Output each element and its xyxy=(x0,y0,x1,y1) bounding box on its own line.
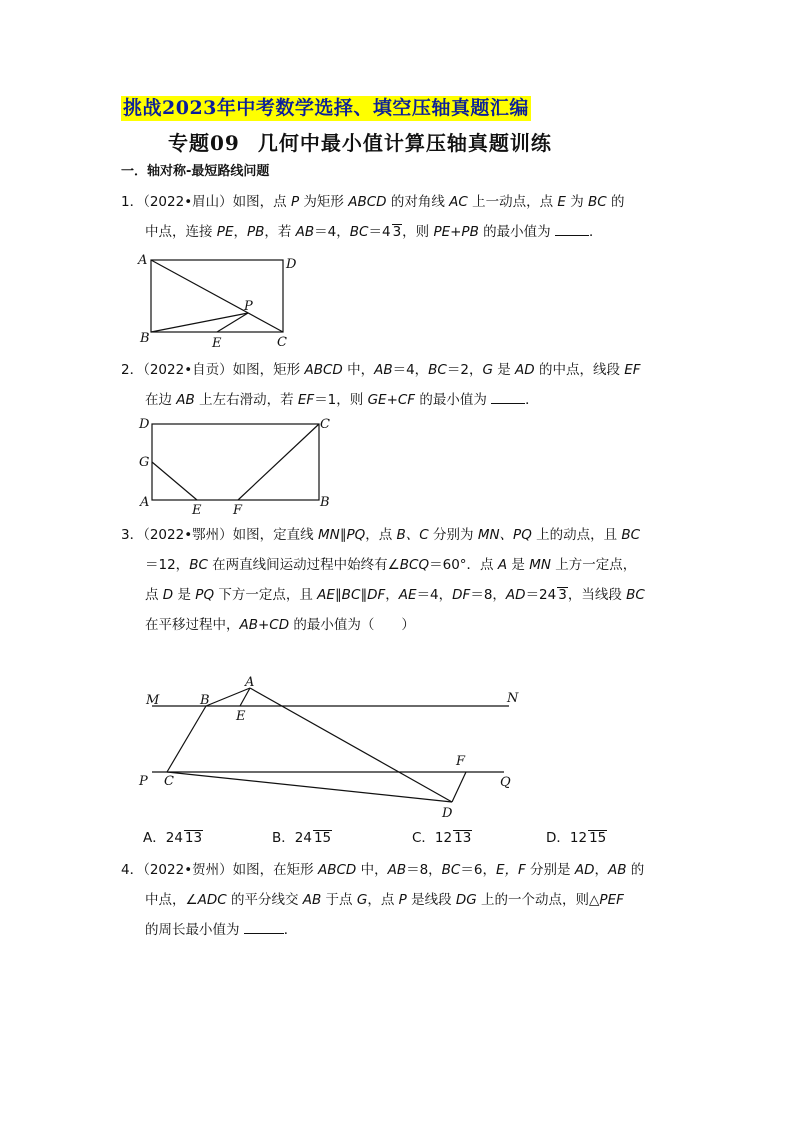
question-4-line-1: 4．（2022•贺州）如图，在矩形 ABCD 中，AB＝8，BC＝6，E，F 分别是 AD，AB 的 xyxy=(121,862,645,878)
question-3-line-2: ＝12，BC 在两直线间运动过程中始终有∠BCQ＝60°．点 A 是 MN 上方一定点， xyxy=(145,557,637,573)
question-2-figure xyxy=(134,414,334,518)
collection-banner xyxy=(121,96,531,121)
label-e: E xyxy=(192,503,202,518)
question-1-figure xyxy=(134,252,314,352)
label-b: B xyxy=(140,331,150,346)
question-4-line-3: 的周长最小值为 ． xyxy=(121,915,681,945)
segment-ab xyxy=(206,688,250,706)
question-2-line-2: 在边 AB 上左右滑动，若 EF＝1，则 GE+CF 的最小值为 ． xyxy=(121,385,681,415)
label-a: A xyxy=(140,495,150,510)
segment-fc xyxy=(238,424,319,500)
question-3-line-1: 3．（2022•鄂州）如图，定直线 MN∥PQ，点 B、C 分别为 MN、PQ 上的动点，且 BC xyxy=(121,527,641,543)
option-a[interactable]: A．24 13 xyxy=(143,830,203,846)
question-1-line-1: 1．（2022•眉山）如图，点 P 为矩形 ABCD 的对角线 AC 上一动点，点 E 为 BC 的 xyxy=(121,194,625,210)
segment-df xyxy=(452,772,466,802)
label-q: Q xyxy=(500,775,511,790)
label-p: P xyxy=(244,299,253,314)
segment-ge xyxy=(152,462,197,500)
label-a: A xyxy=(245,675,255,690)
banner-suffix: 年中考数学选择、填空压轴真题汇编 xyxy=(216,97,529,119)
label-g: G xyxy=(139,455,150,470)
question-4 xyxy=(121,855,681,945)
question-4-line-2: 中点，∠ADC 的平分线交 AB 于点 G，点 P 是线段 DG 上的一个动点，则△PEF xyxy=(145,892,624,908)
segment-ad xyxy=(250,688,452,802)
page-title xyxy=(168,127,552,156)
question-3-figure xyxy=(134,672,534,822)
diagonal-ac xyxy=(151,260,283,332)
label-f: F xyxy=(233,503,243,518)
topic-title: 几何中最小值计算压轴真题训练 xyxy=(257,131,552,155)
question-1-line-2: 中点，连接 PE，PB，若 AB＝4，BC＝4 3，则 PE+PB 的最小值为 ． xyxy=(121,217,681,247)
label-b: B xyxy=(200,693,210,708)
banner-year: 2023 xyxy=(162,97,217,119)
answer-blank xyxy=(555,221,589,236)
label-e: E xyxy=(212,336,222,351)
question-1 xyxy=(121,187,681,247)
label-c: C xyxy=(320,417,330,432)
label-f: F xyxy=(456,754,466,769)
label-c: C xyxy=(277,335,287,350)
rectangle-abcd xyxy=(152,424,319,500)
segment-bc xyxy=(167,706,206,772)
label-c: C xyxy=(164,774,174,789)
sqrt-value: 3 xyxy=(558,587,567,603)
banner-prefix: 挑战 xyxy=(123,97,163,119)
option-c[interactable]: C．12 13 xyxy=(412,830,472,846)
question-2-line-1: 2．（2022•自贡）如图，矩形 ABCD 中，AB＝4，BC＝2，G 是 AD 的中点，线段 EF xyxy=(121,362,641,378)
question-2 xyxy=(121,355,681,415)
answer-blank xyxy=(244,919,284,934)
label-b: B xyxy=(320,495,330,510)
answer-blank xyxy=(491,389,525,404)
topic-number: 专题09 xyxy=(168,131,240,155)
label-n: N xyxy=(507,691,519,706)
question-3-line-4: 在平移过程中，AB+CD 的最小值为（ ） xyxy=(145,617,415,633)
question-3 xyxy=(121,520,681,640)
label-d: D xyxy=(442,806,453,821)
segment-cd xyxy=(167,772,452,802)
label-m: M xyxy=(146,693,160,708)
question-3-line-3: 点 D 是 PQ 下方一定点，且 AE∥BC∥DF，AE＝4，DF＝8，AD＝24 3，当线段 BC xyxy=(145,587,645,603)
label-a: A xyxy=(138,253,148,268)
option-b[interactable]: B．24 15 xyxy=(272,830,332,846)
label-d: D xyxy=(139,417,150,432)
label-p: P xyxy=(139,774,148,789)
label-d: D xyxy=(286,257,297,272)
label-e: E xyxy=(236,709,246,724)
section-heading: 一．轴对称-最短路线问题 xyxy=(121,164,270,179)
sqrt-value: 3 xyxy=(392,224,402,240)
option-d[interactable]: D．12 15 xyxy=(546,830,607,846)
segment-ae xyxy=(240,688,250,706)
